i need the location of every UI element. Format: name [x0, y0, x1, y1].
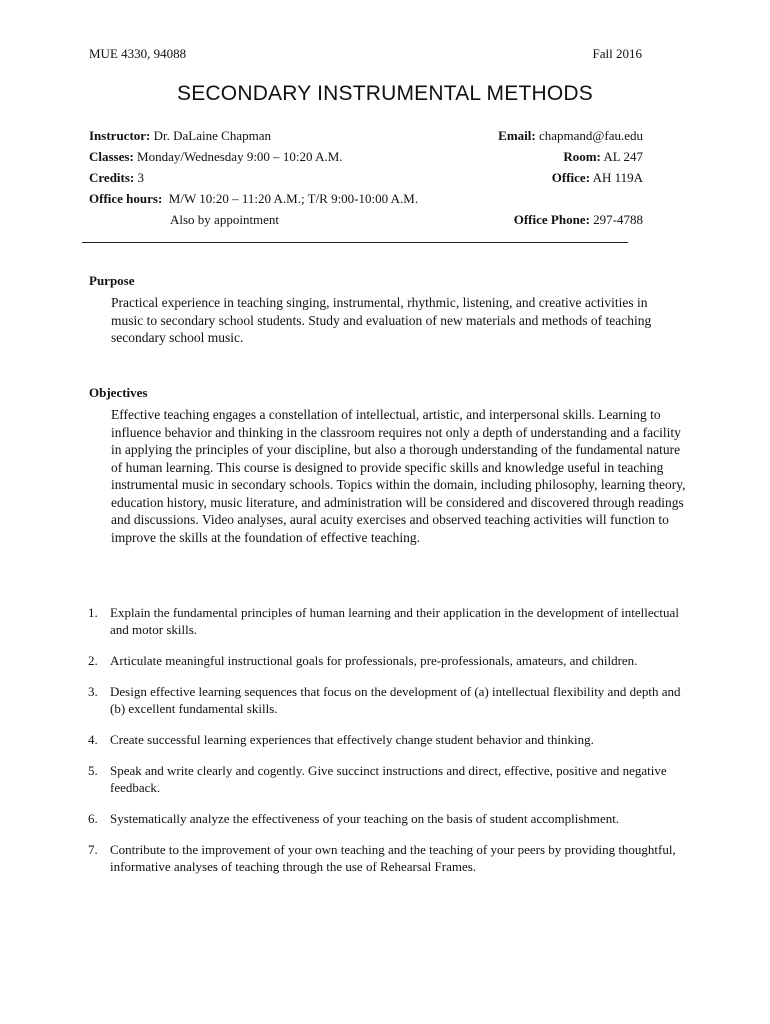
- purpose-text: Practical experience in teaching singing, instrumental, rhythmic, listening, and creative activities in music to secondary school students. Study and evaluation of new materials and methods of teaching secondary school music.: [111, 295, 652, 345]
- office-label: Office:: [551, 170, 591, 185]
- credits-label: Credits:: [89, 170, 135, 185]
- room-label: Room:: [563, 149, 601, 164]
- office-hours-line: [89, 188, 418, 209]
- item-number: 6.: [88, 811, 98, 826]
- office-value: AH 119A: [590, 170, 643, 185]
- item-text: Create successful learning experiences that effectively change student behavior and thinking.: [110, 732, 594, 747]
- objectives-text: Effective teaching engages a constellation of intellectual, artistic, and interpersonal skills. Learning to influence behavior and thinking in the classroom requires not only a depth of understanding and a facility in applying the principles of your discipline, but also a thorough understanding of the fundamental nature of human learning. This course is designed to provide specific skills and knowledge useful in teaching instrumental music in secondary schools. Topics within the domain, including philosophy, learning theory, education history, music literature, and administration will be considered and discovered through readings and discussions. Video analyses, aural acuity exercises and observed teaching activities will function to improve the skills at the foundation of effective teaching.: [111, 407, 686, 545]
- objectives-list: [88, 604, 688, 889]
- classes-line: [89, 146, 418, 167]
- list-item: [88, 810, 688, 827]
- instructor-label: Instructor:: [89, 128, 151, 143]
- course-info-left: [89, 125, 418, 230]
- item-text: Articulate meaningful instructional goals for professionals, pre-professionals, amateurs, and children.: [110, 653, 638, 668]
- list-item: [88, 652, 688, 669]
- list-item: [88, 841, 688, 875]
- item-number: 7.: [88, 842, 98, 857]
- credits-value: 3: [134, 170, 145, 185]
- phone-line: [498, 209, 643, 230]
- item-text: Explain the fundamental principles of human learning and their application in the development of intellectual and motor skills.: [110, 605, 679, 637]
- email-label: Email:: [498, 128, 536, 143]
- list-item: [88, 762, 688, 796]
- classes-value: Monday/Wednesday 9:00 – 10:20 A.M.: [133, 149, 343, 164]
- objectives-heading: Objectives: [89, 385, 148, 400]
- item-number: 3.: [88, 684, 98, 699]
- office-line: [498, 167, 643, 188]
- item-number: 1.: [88, 605, 98, 620]
- email-line: [498, 125, 643, 146]
- list-item: [88, 731, 688, 748]
- term: Fall 2016: [592, 46, 642, 61]
- office-hours-value: M/W 10:20 – 11:20 A.M.; T/R 9:00-10:00 A.M.: [162, 191, 419, 206]
- item-text: Contribute to the improvement of your own teaching and the teaching of your peers by providing thoughtful, informative analyses of teaching through the use of Rehearsal Frames.: [110, 842, 676, 874]
- item-number: 5.: [88, 763, 98, 778]
- instructor-value: Dr. DaLaine Chapman: [150, 128, 271, 143]
- phone-value: 297-4788: [589, 212, 643, 227]
- course-info-right: [498, 125, 643, 230]
- phone-label: Office Phone:: [513, 212, 590, 227]
- room-line: [498, 146, 643, 167]
- email-value[interactable]: chapmand@fau.edu: [535, 128, 643, 143]
- office-hours-label: Office hours:: [89, 191, 163, 206]
- item-text: Speak and write clearly and cogently. Give succinct instructions and direct, effective, positive and negative feedback.: [110, 763, 667, 795]
- item-number: 4.: [88, 732, 98, 747]
- room-value: AL 247: [600, 149, 643, 164]
- instructor-line: [89, 125, 418, 146]
- credits-line: [89, 167, 418, 188]
- list-item: [88, 604, 688, 638]
- office-hours-extra: Also by appointment: [170, 212, 280, 227]
- item-number: 2.: [88, 653, 98, 668]
- horizontal-rule: [82, 242, 628, 243]
- list-item: [88, 683, 688, 717]
- item-text: Systematically analyze the effectiveness of your teaching on the basis of student accomplishment.: [110, 811, 620, 826]
- classes-label: Classes:: [89, 149, 134, 164]
- spacer-line: [498, 188, 643, 209]
- item-text: Design effective learning sequences that focus on the development of (a) intellectual flexibility and depth and (b) excellent fundamental skills.: [110, 684, 681, 716]
- document-title: SECONDARY INSTRUMENTAL METHODS: [177, 82, 593, 105]
- purpose-heading: Purpose: [89, 273, 135, 288]
- course-code: MUE 4330, 94088: [89, 46, 187, 61]
